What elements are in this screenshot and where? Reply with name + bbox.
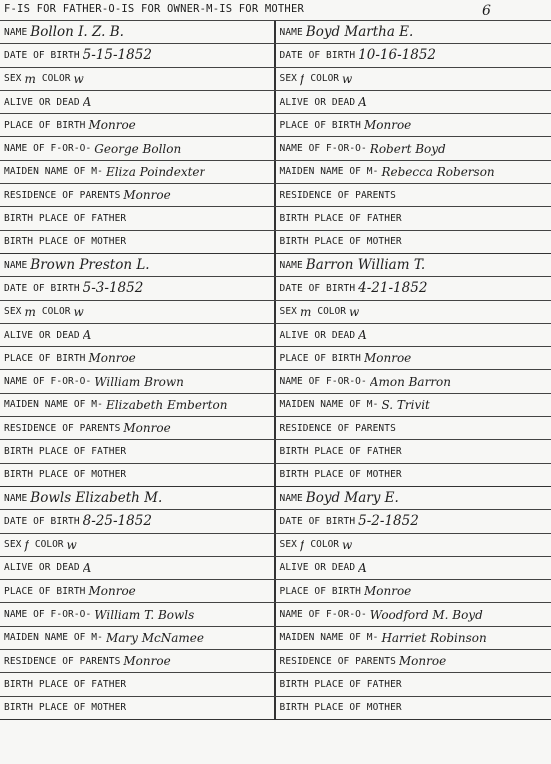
- right-maiden-cell: [276, 161, 551, 183]
- record-3-row-sex: [0, 534, 551, 557]
- dob-label: DATE OF BIRTH: [279, 282, 356, 294]
- sex-value: m: [299, 304, 312, 319]
- left-bp-father-cell: [0, 440, 276, 462]
- color-label: COLOR: [34, 539, 64, 551]
- right-pob-cell: [276, 114, 551, 136]
- record-1-row-maiden: [0, 161, 551, 184]
- alive-value: A: [358, 328, 367, 342]
- left-bp-father-cell: [0, 207, 276, 229]
- form-header: [4, 3, 544, 21]
- left-name-cell: [0, 21, 276, 43]
- residence-label: RESIDENCE OF PARENTS: [4, 189, 121, 201]
- alive-value: A: [358, 95, 367, 110]
- left-alive-cell: [0, 91, 276, 113]
- bp-mother-label: BIRTH PLACE OF MOTHER: [4, 236, 127, 248]
- right-maiden-cell: [276, 627, 551, 649]
- pob-value: Monroe: [363, 118, 412, 133]
- record-3-row-bp-father: [0, 673, 551, 696]
- sex-value: f: [299, 537, 305, 552]
- right-father-cell: [276, 137, 551, 159]
- dob-value: 5-3-1852: [82, 280, 144, 297]
- record-1-row-name: [0, 21, 551, 44]
- father-label: NAME OF F-OR-O-: [4, 609, 92, 621]
- record-2-row-maiden: [0, 394, 551, 417]
- bp-mother-label: BIRTH PLACE OF MOTHER: [279, 702, 402, 714]
- maiden-value: Eliza Poindexter: [105, 164, 206, 179]
- left-father-cell: [0, 603, 276, 625]
- alive-label: ALIVE OR DEAD: [4, 96, 80, 108]
- left-residence-cell: [0, 184, 276, 206]
- sex-label: SEX: [279, 306, 297, 318]
- residence-label: RESIDENCE OF PARENTS: [4, 655, 121, 667]
- father-value: Woodford M. Boyd: [369, 607, 483, 622]
- left-name-cell: [0, 254, 276, 276]
- right-alive-cell: [276, 91, 551, 113]
- father-value: Amon Barron: [369, 374, 452, 389]
- color-label: COLOR: [41, 306, 71, 318]
- sex-value: m: [24, 304, 36, 319]
- record-2-row-alive: [0, 324, 551, 347]
- right-bp-mother-cell: [276, 697, 551, 719]
- name-label: NAME: [279, 259, 303, 271]
- name-value: Barron William T.: [305, 257, 426, 274]
- record-3-row-pob: [0, 580, 551, 603]
- left-bp-mother-cell: [0, 464, 276, 486]
- left-bp-father-cell: [0, 673, 276, 695]
- sex-label: SEX: [4, 306, 22, 318]
- record-3-row-dob: [0, 510, 551, 533]
- maiden-value: Mary McNamee: [105, 630, 204, 645]
- record-2-row-residence: [0, 417, 551, 440]
- right-bp-mother-cell: [276, 231, 551, 253]
- sex-label: SEX: [279, 73, 297, 85]
- right-bp-father-cell: [276, 207, 551, 229]
- right-name-cell: [276, 487, 551, 509]
- left-residence-cell: [0, 417, 276, 439]
- right-sex-cell: [276, 301, 551, 323]
- record-3-row-alive: [0, 557, 551, 580]
- record-2-row-name: [0, 254, 551, 277]
- father-value: William Brown: [94, 374, 184, 389]
- pob-label: PLACE OF BIRTH: [4, 119, 86, 131]
- dob-value: 5-2-1852: [358, 513, 419, 530]
- left-alive-cell: [0, 324, 276, 346]
- birth-record-grid: [0, 20, 551, 720]
- record-3-row-maiden: [0, 627, 551, 650]
- record-1-row-alive: [0, 91, 551, 114]
- alive-value: A: [82, 328, 92, 342]
- alive-label: ALIVE OR DEAD: [279, 562, 356, 574]
- dob-value: 8-25-1852: [82, 513, 152, 530]
- alive-label: ALIVE OR DEAD: [279, 96, 356, 108]
- header-legend: F-IS FOR FATHER-O-IS FOR OWNER-M-IS FOR MOTHER: [4, 3, 304, 15]
- pob-label: PLACE OF BIRTH: [4, 585, 86, 597]
- father-value: George Bollon: [94, 141, 182, 156]
- right-residence-cell: [276, 184, 551, 206]
- color-value: w: [342, 537, 353, 552]
- residence-label: RESIDENCE OF PARENTS: [4, 422, 121, 434]
- right-residence-cell: [276, 650, 551, 672]
- left-alive-cell: [0, 557, 276, 579]
- record-2-row-dob: [0, 277, 551, 300]
- pob-value: Monroe: [363, 351, 412, 366]
- right-alive-cell: [276, 557, 551, 579]
- alive-value: A: [82, 560, 92, 575]
- name-label: NAME: [4, 26, 28, 38]
- bp-mother-label: BIRTH PLACE OF MOTHER: [4, 702, 127, 714]
- color-label: COLOR: [317, 306, 346, 318]
- bp-father-label: BIRTH PLACE OF FATHER: [279, 213, 402, 225]
- page-number: 6: [482, 3, 492, 19]
- name-label: NAME: [4, 259, 28, 271]
- father-label: NAME OF F-OR-O-: [279, 609, 367, 621]
- right-dob-cell: [276, 510, 551, 532]
- sex-label: SEX: [279, 539, 297, 551]
- left-pob-cell: [0, 114, 276, 136]
- right-father-cell: [276, 603, 551, 625]
- pob-value: Monroe: [88, 351, 136, 366]
- name-label: NAME: [4, 492, 28, 504]
- pob-value: Monroe: [88, 584, 136, 599]
- dob-label: DATE OF BIRTH: [4, 515, 80, 527]
- maiden-label: MAIDEN NAME OF M-: [279, 399, 379, 411]
- color-value: w: [348, 304, 360, 319]
- maiden-label: MAIDEN NAME OF M-: [4, 399, 103, 411]
- maiden-value: Harriet Robinson: [381, 630, 487, 645]
- color-value: w: [73, 71, 84, 86]
- color-label: COLOR: [310, 539, 340, 551]
- dob-label: DATE OF BIRTH: [4, 49, 80, 61]
- residence-label: RESIDENCE OF PARENTS: [279, 655, 396, 667]
- right-residence-cell: [276, 417, 551, 439]
- alive-value: A: [82, 95, 92, 110]
- right-alive-cell: [276, 324, 551, 346]
- bp-mother-label: BIRTH PLACE OF MOTHER: [279, 236, 402, 248]
- right-dob-cell: [276, 44, 551, 66]
- color-label: COLOR: [310, 73, 340, 85]
- bp-mother-label: BIRTH PLACE OF MOTHER: [4, 469, 127, 481]
- record-1-row-pob: [0, 114, 551, 137]
- dob-label: DATE OF BIRTH: [279, 515, 356, 527]
- right-bp-father-cell: [276, 440, 551, 462]
- right-maiden-cell: [276, 394, 551, 416]
- dob-value: 5-15-1852: [82, 47, 152, 64]
- pob-label: PLACE OF BIRTH: [279, 352, 361, 364]
- bp-father-label: BIRTH PLACE OF FATHER: [4, 213, 127, 225]
- record-2-row-bp-father: [0, 440, 551, 463]
- color-label: COLOR: [41, 73, 71, 85]
- right-father-cell: [276, 370, 551, 392]
- name-value: Bowls Elizabeth M.: [30, 490, 163, 507]
- pob-label: PLACE OF BIRTH: [4, 352, 86, 364]
- dob-value: 10-16-1852: [358, 47, 436, 64]
- sex-value: f: [24, 537, 29, 552]
- father-label: NAME OF F-OR-O-: [4, 376, 92, 388]
- record-1-row-dob: [0, 44, 551, 67]
- record-1-row-father: [0, 137, 551, 160]
- name-value: Boyd Martha E.: [305, 24, 414, 41]
- record-1-row-bp-mother: [0, 231, 551, 254]
- sex-label: SEX: [4, 539, 22, 551]
- left-maiden-cell: [0, 394, 276, 416]
- left-dob-cell: [0, 510, 276, 532]
- left-bp-mother-cell: [0, 231, 276, 253]
- right-name-cell: [276, 254, 551, 276]
- father-value: Robert Boyd: [369, 141, 446, 156]
- record-2-row-father: [0, 370, 551, 393]
- record-2-row-bp-mother: [0, 464, 551, 487]
- record-1-row-residence: [0, 184, 551, 207]
- sex-value: f: [299, 71, 305, 86]
- maiden-label: MAIDEN NAME OF M-: [4, 166, 103, 178]
- dob-label: DATE OF BIRTH: [4, 282, 80, 294]
- father-label: NAME OF F-OR-O-: [279, 143, 367, 155]
- left-maiden-cell: [0, 161, 276, 183]
- alive-label: ALIVE OR DEAD: [279, 329, 356, 341]
- residence-label: RESIDENCE OF PARENTS: [279, 189, 396, 201]
- bp-father-label: BIRTH PLACE OF FATHER: [279, 445, 402, 457]
- residence-value: Monroe: [398, 654, 447, 669]
- right-bp-mother-cell: [276, 464, 551, 486]
- pob-value: Monroe: [88, 118, 136, 133]
- record-1-row-bp-father: [0, 207, 551, 230]
- bp-mother-label: BIRTH PLACE OF MOTHER: [279, 469, 402, 481]
- right-sex-cell: [276, 534, 551, 556]
- pob-value: Monroe: [363, 584, 412, 599]
- right-dob-cell: [276, 277, 551, 299]
- sex-value: m: [24, 71, 36, 86]
- left-sex-cell: [0, 534, 276, 556]
- dob-value: 4-21-1852: [358, 280, 428, 297]
- alive-label: ALIVE OR DEAD: [4, 562, 80, 574]
- maiden-label: MAIDEN NAME OF M-: [279, 166, 379, 178]
- maiden-label: MAIDEN NAME OF M-: [4, 632, 103, 644]
- residence-value: Monroe: [123, 654, 171, 669]
- left-sex-cell: [0, 301, 276, 323]
- residence-value: Monroe: [123, 421, 171, 436]
- residence-label: RESIDENCE OF PARENTS: [279, 422, 396, 434]
- left-name-cell: [0, 487, 276, 509]
- record-1-row-sex: [0, 68, 551, 91]
- left-residence-cell: [0, 650, 276, 672]
- father-value: William T. Bowls: [94, 607, 195, 622]
- record-2-row-pob: [0, 347, 551, 370]
- maiden-value: Rebecca Roberson: [381, 164, 495, 179]
- record-3-row-name: [0, 487, 551, 510]
- left-maiden-cell: [0, 627, 276, 649]
- pob-label: PLACE OF BIRTH: [279, 585, 361, 597]
- record-3-row-residence: [0, 650, 551, 673]
- name-value: Boyd Mary E.: [305, 490, 399, 507]
- bp-father-label: BIRTH PLACE OF FATHER: [4, 678, 127, 690]
- right-sex-cell: [276, 68, 551, 90]
- left-pob-cell: [0, 580, 276, 602]
- name-value: Bollon I. Z. B.: [30, 24, 124, 41]
- bp-father-label: BIRTH PLACE OF FATHER: [279, 678, 402, 690]
- color-value: w: [66, 537, 77, 552]
- left-father-cell: [0, 137, 276, 159]
- right-pob-cell: [276, 580, 551, 602]
- sex-label: SEX: [4, 73, 22, 85]
- left-dob-cell: [0, 277, 276, 299]
- father-label: NAME OF F-OR-O-: [279, 376, 367, 388]
- color-value: w: [73, 304, 84, 319]
- bp-father-label: BIRTH PLACE OF FATHER: [4, 445, 127, 457]
- maiden-value: S. Trivit: [381, 397, 430, 412]
- record-2-row-sex: [0, 301, 551, 324]
- left-father-cell: [0, 370, 276, 392]
- residence-value: Monroe: [123, 188, 171, 203]
- right-bp-father-cell: [276, 673, 551, 695]
- color-value: w: [342, 71, 353, 86]
- record-3-row-bp-mother: [0, 697, 551, 720]
- name-value: Brown Preston L.: [30, 257, 150, 274]
- left-sex-cell: [0, 68, 276, 90]
- left-bp-mother-cell: [0, 697, 276, 719]
- alive-label: ALIVE OR DEAD: [4, 329, 80, 341]
- left-dob-cell: [0, 44, 276, 66]
- right-name-cell: [276, 21, 551, 43]
- dob-label: DATE OF BIRTH: [279, 49, 356, 61]
- maiden-value: Elizabeth Emberton: [105, 397, 228, 412]
- alive-value: A: [358, 560, 367, 575]
- left-pob-cell: [0, 347, 276, 369]
- right-pob-cell: [276, 347, 551, 369]
- name-label: NAME: [279, 26, 303, 38]
- father-label: NAME OF F-OR-O-: [4, 143, 92, 155]
- name-label: NAME: [279, 492, 303, 504]
- maiden-label: MAIDEN NAME OF M-: [279, 632, 379, 644]
- record-3-row-father: [0, 603, 551, 626]
- pob-label: PLACE OF BIRTH: [279, 119, 361, 131]
